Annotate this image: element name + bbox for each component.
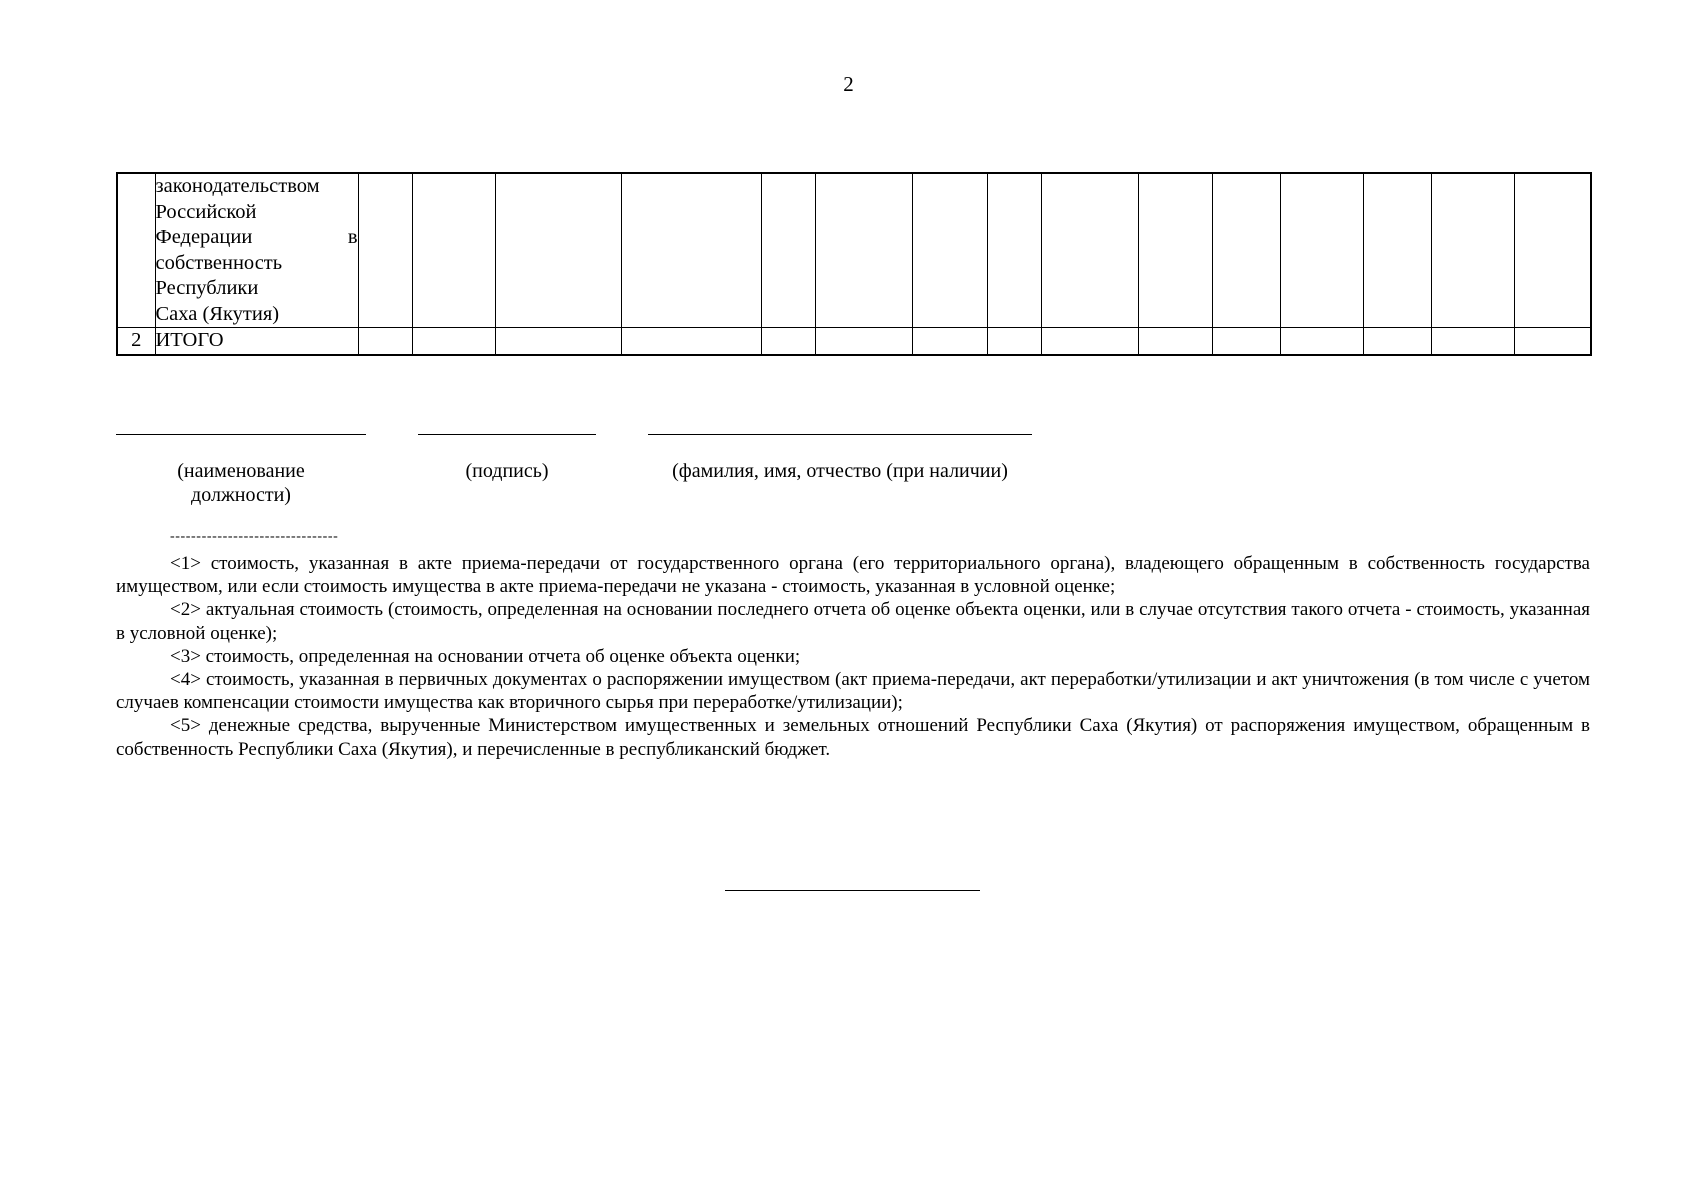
row-number-cell: 2 [117,328,155,355]
empty-cell [815,328,912,355]
empty-cell [1280,173,1363,328]
empty-cell [1138,328,1212,355]
empty-cell [912,328,987,355]
page-number: 2 [843,72,854,96]
empty-cell [761,328,815,355]
empty-cell [495,328,621,355]
empty-cell [1431,173,1514,328]
empty-cell [621,328,761,355]
footnote-item: <4> стоимость, указанная в первичных документах о распоряжении имуществом (акт приема-передачи, акт переработки/утилизации и акт уничтожения (в том числе с учетом случаев компенсации стоимости имущества как вторичного сырья при переработке/утилизации); [116,669,1590,714]
name-line [156,225,358,251]
empty-cell [1041,328,1138,355]
footnote-separator: -------------------------------- [170,529,339,544]
position-caption-line: должности) [191,484,291,506]
empty-cell [412,173,495,328]
empty-cell [1138,173,1212,328]
empty-cell [358,173,412,328]
empty-cell [1363,328,1431,355]
position-caption-line: (наименование [177,460,305,482]
table-row [117,173,1591,328]
table-row-total [117,328,1591,355]
empty-cell [1514,328,1591,355]
signature-line [418,434,596,435]
empty-cell [912,173,987,328]
fio-signature-line [648,434,1032,435]
footnote-item: <2> актуальная стоимость (стоимость, определенная на основании последнего отчета об оценке объекта оценки, или в случае отсутствия такого отчета - стоимость, указанная в условной оценке); [116,599,1590,644]
footnote-item: <3> стоимость, определенная на основании отчета об оценке объекта оценки; [170,645,801,667]
empty-cell [1280,328,1363,355]
empty-cell [815,173,912,328]
name-line: Российской [155,200,257,223]
name-line-left: Федерации [155,226,253,248]
name-line-right: в [347,226,358,248]
empty-cell [358,328,412,355]
position-signature-line [116,434,366,435]
empty-cell [495,173,621,328]
name-line: Саха (Якутия) [155,302,280,325]
empty-cell [1041,173,1138,328]
name-line: законодательством [155,175,320,197]
row-name-cell [155,173,358,328]
empty-cell [1363,173,1431,328]
empty-cell [412,328,495,355]
empty-cell [1514,173,1591,328]
footnote-item: <5> денежные средства, вырученные Министерством имущественных и земельных отношений Республики Саха (Якутия) от распоряжения имуществом, обращенным в собственность Республики Саха (Якутия), и перечисленные в республиканский бюджет. [116,715,1590,760]
empty-cell [1212,173,1280,328]
name-line: Республики [155,277,259,299]
empty-cell [1212,328,1280,355]
name-line: собственность [155,251,283,274]
position-caption [160,459,322,507]
footnotes [116,552,1590,761]
end-rule [725,890,980,891]
property-table [116,172,1592,356]
signature-caption: (подпись) [465,460,549,482]
empty-cell [987,173,1041,328]
empty-cell [621,173,761,328]
row-number-cell [117,173,155,328]
empty-cell [1431,328,1514,355]
empty-cell [761,173,815,328]
total-label-cell: ИТОГО [155,328,358,355]
fio-caption: (фамилия, имя, отчество (при наличии) [672,460,1008,482]
empty-cell [987,328,1041,355]
footnote-item: <1> стоимость, указанная в акте приема-передачи от государственного органа (его территориального органа), владеющего обращенным в собственность государства имуществом, или если стоимость имущества в акте приема-передачи не указана - стоимость, указанная в условной оценке; [116,553,1590,598]
